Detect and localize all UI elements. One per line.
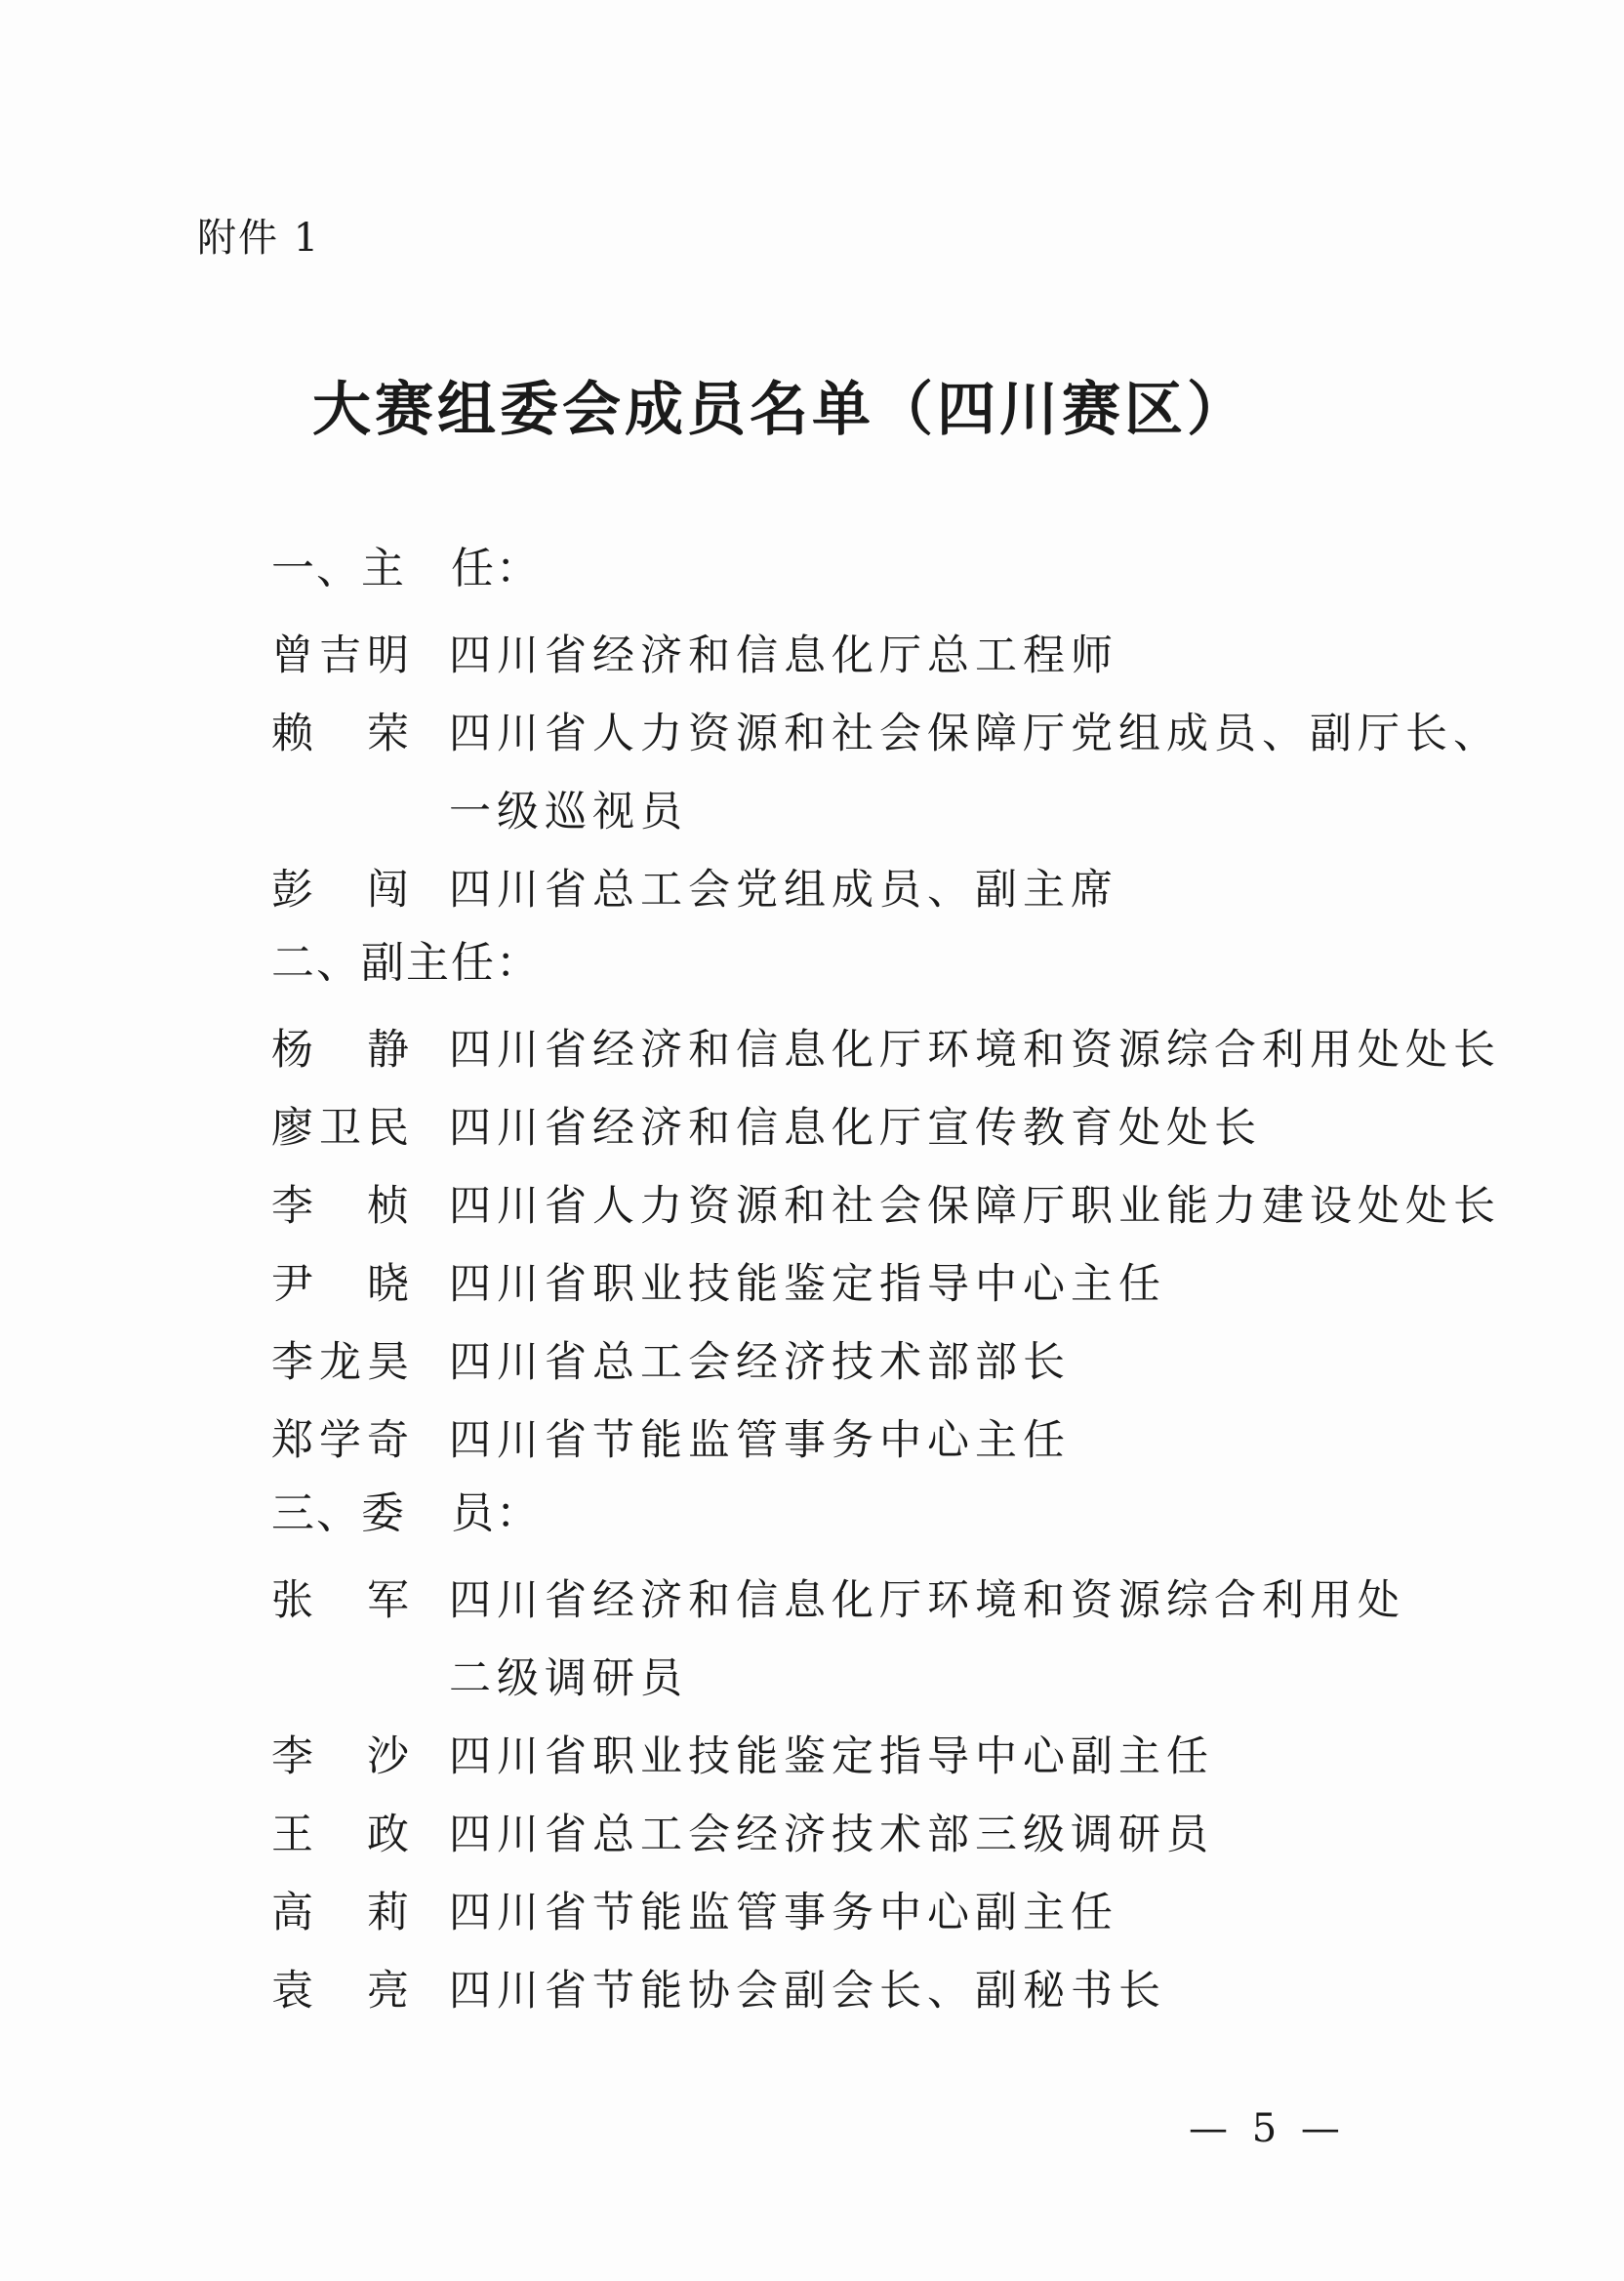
member-role [449,1952,1442,2030]
member-name: 彭 闯 [271,866,415,915]
member-name: 郑学奇 [271,1416,415,1465]
member-row [271,1245,1442,1324]
member-role [449,1011,1501,1089]
member-name: 杨 静 [271,1026,415,1075]
member-name: 尹 晓 [271,1260,415,1309]
member-role-line: 四川省节能监管事务中心副主任 [449,1889,1118,1937]
member-role [449,1089,1442,1167]
member-name: 王 政 [271,1811,415,1859]
member-role [449,695,1501,851]
member-role-line: 四川省总工会党组成员、副主席 [449,866,1118,915]
member-list [271,535,1501,2030]
member-name: 张 军 [271,1576,415,1625]
member-role [449,1796,1442,1874]
member-role-line: 四川省经济和信息化厅总工程师 [449,631,1118,680]
member-role-line: 四川省职业技能鉴定指导中心主任 [449,1260,1166,1309]
member-role-line: 一级巡视员 [449,788,688,836]
member-row [271,1167,1501,1245]
member-row [271,1089,1442,1167]
document-title: 大赛组委会成员名单（四川赛区） [312,376,1249,444]
member-row [271,1402,1442,1480]
member-role [449,617,1442,695]
section-heading: 三、委 员： [271,1488,541,1538]
member-role [449,851,1442,929]
member-role-line: 四川省经济和信息化厅环境和资源综合利用处 [449,1576,1405,1625]
member-role [449,1562,1442,1718]
member-role [449,1718,1442,1796]
member-role-line: 四川省职业技能鉴定指导中心副主任 [449,1732,1214,1781]
member-row [271,1952,1442,2030]
member-row [271,1874,1442,1952]
member-row [271,1324,1442,1402]
member-row [271,1796,1442,1874]
member-name: 高 莉 [271,1889,415,1937]
member-row [271,1718,1442,1796]
member-name: 李龙昊 [271,1338,415,1387]
member-role-line: 四川省总工会经济技术部三级调研员 [449,1811,1214,1859]
member-role-line: 四川省人力资源和社会保障厅党组成员、副厅长、 [449,710,1501,758]
attachment-label: 附件 1 [197,216,321,261]
member-role [449,1402,1442,1480]
member-role-line: 四川省节能协会副会长、副秘书长 [449,1967,1166,2016]
member-row [271,851,1442,929]
member-name: 李 沙 [271,1732,415,1781]
page-number: — 5 — [1189,2106,1346,2151]
member-role [449,1874,1442,1952]
member-row [271,1562,1442,1718]
member-role-line: 四川省经济和信息化厅宣传教育处处长 [449,1104,1262,1153]
member-role [449,1245,1442,1324]
member-name: 曾吉明 [271,631,415,680]
member-row [271,695,1501,851]
member-name: 廖卫民 [271,1104,415,1153]
member-row [271,1011,1501,1089]
section-heading: 一、主 任： [271,544,541,593]
member-role [449,1324,1442,1402]
member-role-line: 二级调研员 [449,1654,688,1703]
member-role-line: 四川省节能监管事务中心主任 [449,1416,1071,1465]
member-row [271,617,1442,695]
member-name: 李 桢 [271,1182,415,1231]
member-role [449,1167,1501,1245]
member-role-line: 四川省经济和信息化厅环境和资源综合利用处处长 [449,1026,1501,1075]
section-heading: 二、副主任： [271,938,541,988]
member-role-line: 四川省人力资源和社会保障厅职业能力建设处处长 [449,1182,1501,1231]
member-role-line: 四川省总工会经济技术部部长 [449,1338,1071,1387]
member-name: 赖 荣 [271,710,415,758]
member-name: 袁 亮 [271,1967,415,2016]
